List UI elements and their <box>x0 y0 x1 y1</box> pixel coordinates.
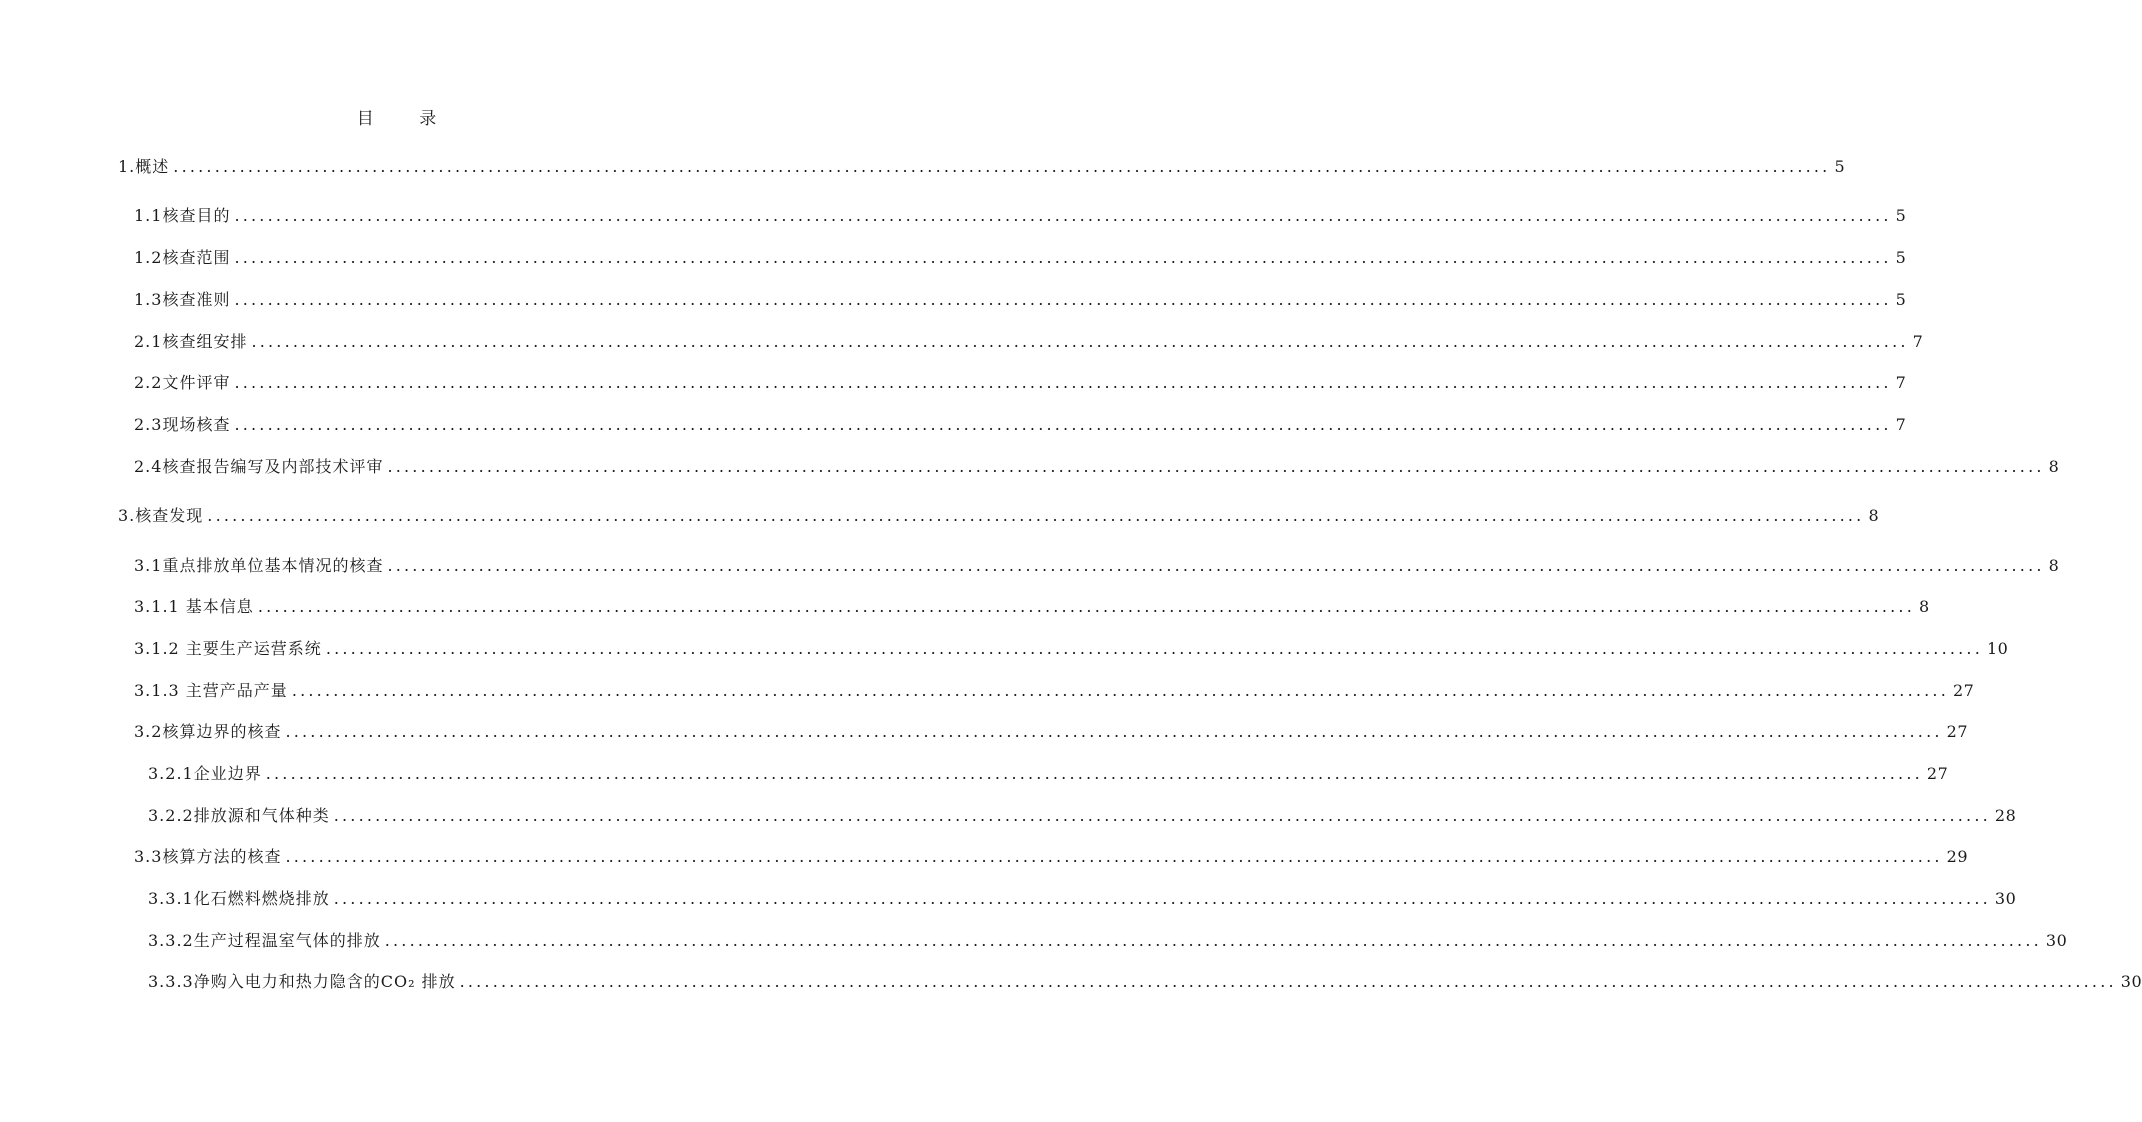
toc-entry[interactable] <box>134 638 2009 660</box>
toc-entry[interactable] <box>134 414 1907 436</box>
toc-page-number: 28 <box>1994 806 2017 825</box>
toc-dot-leader: ........................................................................................................................................................................................................ <box>285 722 1943 741</box>
toc-entry-title: 2.4核查报告编写及内部技术评审 <box>134 457 384 476</box>
toc-entry-title: 3.3.1化石燃料燃烧排放 <box>148 889 330 908</box>
toc-entry[interactable] <box>134 846 1968 868</box>
toc-page-number: 7 <box>1912 332 1924 351</box>
toc-dot-leader: ........................................................................................................................................................................................................ <box>207 506 1865 525</box>
toc-dot-leader: ........................................................................................................................................................................................................ <box>285 847 1943 866</box>
toc-page-number: 8 <box>1868 506 1880 525</box>
toc-entry[interactable] <box>134 456 2060 478</box>
toc-entry-title: 3.1.1 基本信息 <box>134 597 254 616</box>
toc-dot-leader: ........................................................................................................................................................................................................ <box>387 457 2045 476</box>
toc-page-number: 5 <box>1834 157 1846 176</box>
toc-page-number: 27 <box>1926 764 1949 783</box>
toc-page-number: 27 <box>1946 722 1968 741</box>
toc-entry[interactable] <box>148 930 2068 952</box>
page-title: 目 录 <box>356 109 457 129</box>
toc-entry-title: 3.1.2 主要生产运营系统 <box>134 639 322 658</box>
toc-dot-leader: ........................................................................................................................................................................................................ <box>234 373 1892 392</box>
toc-page-number: 7 <box>1895 373 1907 392</box>
toc-entry-title: 3.2.2排放源和气体种类 <box>148 806 330 825</box>
toc-dot-leader: ........................................................................................................................................................................................................ <box>291 681 1949 700</box>
toc-entry[interactable] <box>134 680 1975 702</box>
toc-entry[interactable] <box>118 505 1880 527</box>
toc-dot-leader: ........................................................................................................................................................................................................ <box>173 157 1831 176</box>
toc-entry[interactable] <box>134 331 1924 353</box>
toc-entry-title: 2.1核查组安排 <box>134 332 248 351</box>
toc-dot-leader: ........................................................................................................................................................................................................ <box>325 639 1983 658</box>
toc-dot-leader: ........................................................................................................................................................................................................ <box>234 206 1892 225</box>
toc-entry-title: 3.1重点排放单位基本情况的核查 <box>134 556 384 575</box>
toc-entry-title: 1.2核查范围 <box>134 248 231 267</box>
toc-dot-leader: ........................................................................................................................................................................................................ <box>257 597 1915 616</box>
toc-entry-title: 1.3核查准则 <box>134 290 231 309</box>
toc-entry[interactable] <box>118 156 1846 178</box>
toc-entry-title: 2.3现场核查 <box>134 415 231 434</box>
toc-page-number: 30 <box>1994 889 2017 908</box>
toc-dot-leader: ........................................................................................................................................................................................................ <box>265 764 1923 783</box>
toc-dot-leader: ........................................................................................................................................................................................................ <box>251 332 1909 351</box>
toc-page-number: 8 <box>1919 597 1930 616</box>
toc-entry[interactable] <box>148 805 2017 827</box>
toc-entry[interactable] <box>148 888 2017 910</box>
toc-entry[interactable] <box>148 763 1949 785</box>
toc-entry[interactable] <box>134 205 1907 227</box>
toc-entry-title: 1.1核查目的 <box>134 206 231 225</box>
toc-entry-title: 2.2文件评审 <box>134 373 231 392</box>
toc-page-number: 30 <box>2120 972 2142 991</box>
toc-entry[interactable] <box>134 721 1968 743</box>
toc-entry-title: 3.核查发现 <box>118 506 204 525</box>
toc-dot-leader: ........................................................................................................................................................................................................ <box>384 931 2042 950</box>
toc-page-number: 5 <box>1895 290 1907 309</box>
toc-entry-title: 3.3.2生产过程温室气体的排放 <box>148 931 381 950</box>
toc-entry[interactable] <box>148 971 2142 993</box>
toc-entry[interactable] <box>134 247 1907 269</box>
toc-dot-leader: ........................................................................................................................................................................................................ <box>234 415 1892 434</box>
toc-entry[interactable] <box>134 372 1907 394</box>
toc-entry-title: 3.2.1企业边界 <box>148 764 262 783</box>
toc-entry-title: 3.2核算边界的核查 <box>134 722 282 741</box>
toc-page-number: 30 <box>2045 931 2068 950</box>
toc-dot-leader: ........................................................................................................................................................................................................ <box>387 556 2045 575</box>
toc-page-number: 8 <box>2048 556 2060 575</box>
toc-page-number: 7 <box>1895 415 1907 434</box>
toc-entry-title: 3.1.3 主营产品产量 <box>134 681 288 700</box>
toc-page-number: 27 <box>1953 681 1975 700</box>
toc-dot-leader: ........................................................................................................................................................................................................ <box>333 889 1991 908</box>
toc-page-number: 5 <box>1895 206 1907 225</box>
toc-entry-title: 1.概述 <box>118 157 170 176</box>
toc-entry-title: 3.3.3净购入电力和热力隐含的CO₂ 排放 <box>148 972 456 991</box>
toc-page-number: 5 <box>1895 248 1907 267</box>
toc-entry[interactable] <box>134 596 1930 618</box>
toc-page-number: 8 <box>2048 457 2060 476</box>
toc-entry[interactable] <box>134 555 2060 577</box>
toc-entry-title: 3.3核算方法的核查 <box>134 847 282 866</box>
toc-dot-leader: ........................................................................................................................................................................................................ <box>459 972 2117 991</box>
toc-page-number: 29 <box>1946 847 1968 866</box>
toc-entry[interactable] <box>134 289 1907 311</box>
toc-page-number: 10 <box>1987 639 2009 658</box>
toc-dot-leader: ........................................................................................................................................................................................................ <box>333 806 1991 825</box>
toc-dot-leader: ........................................................................................................................................................................................................ <box>234 248 1892 267</box>
toc-dot-leader: ........................................................................................................................................................................................................ <box>234 290 1892 309</box>
